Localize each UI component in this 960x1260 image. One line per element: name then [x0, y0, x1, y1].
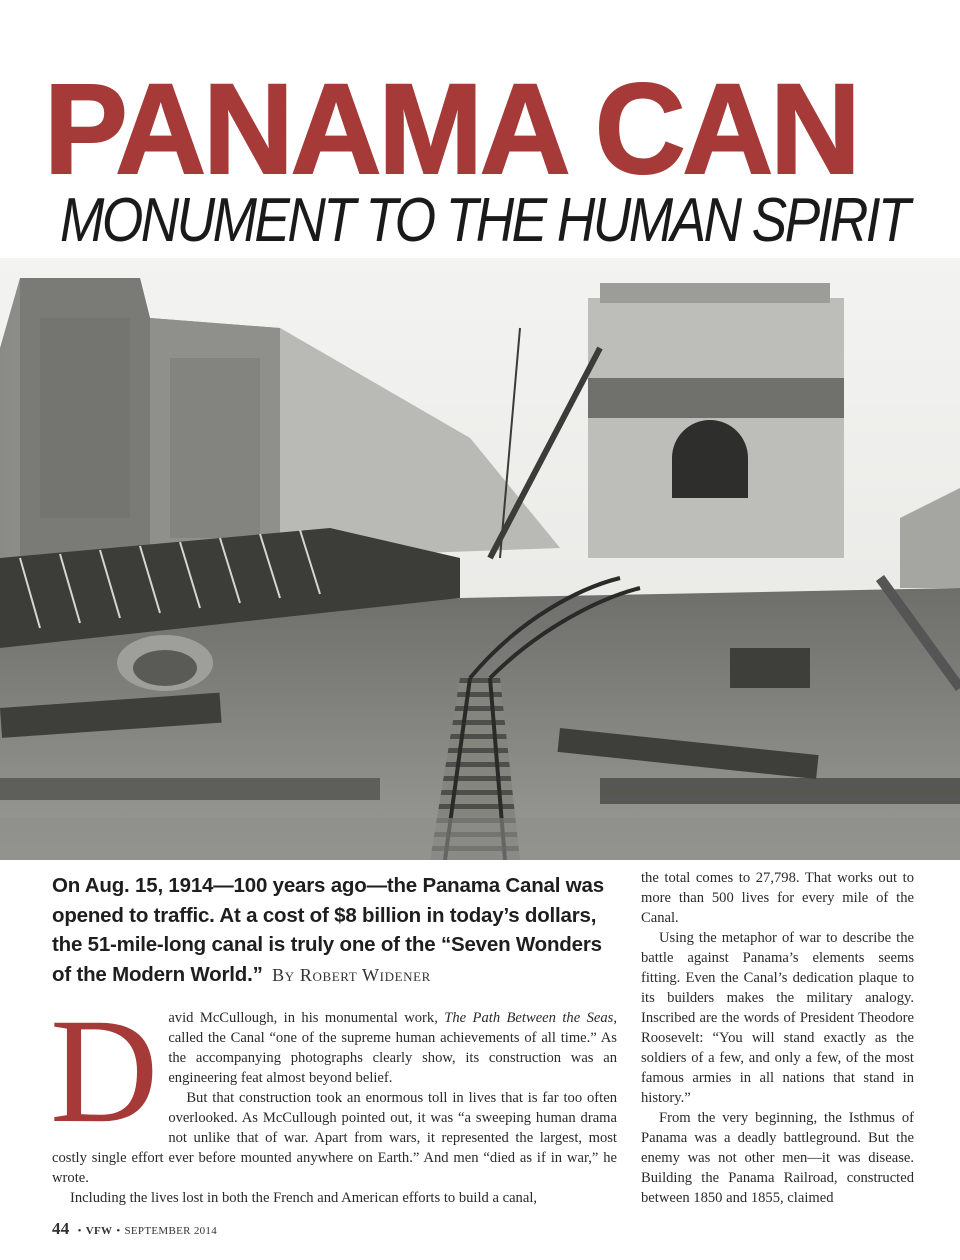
headline-subtitle: MONUMENT TO THE HUMAN SPIRIT [60, 186, 909, 255]
magazine-name: VFW [85, 1225, 113, 1237]
col2-paragraph-3: From the very beginning, the Isthmus of Panama was a deadly battleground. But the enemy was not other men—it was disease. Building the Panama Railroad, constructed between 1850 and 1855, claimed [641, 1110, 914, 1206]
p1-text-end: called the Canal “one of the supreme human achievements of all time.” As the accompanying photographs clearly show, its construction was an engineering feat almost beyond belief. [168, 1030, 617, 1086]
issue-date: SEPTEMBER 2014 [124, 1225, 218, 1237]
footer-bullet: • [116, 1225, 121, 1237]
article-column-2 [641, 868, 914, 1208]
col2-paragraph-1: the total comes to 27,798. That works out to more than 500 lives for every mile of the Canal. [641, 870, 914, 926]
deck-text: On Aug. 15, 1914—100 years ago—the Panama Canal was opened to traffic. At a cost of $8 billion in today’s dollars, the 51-mile-long canal is truly one of the “Seven Wonders of the Modern World.” [52, 874, 604, 986]
paragraph-3: Including the lives lost in both the French and American efforts to build a canal, [70, 1190, 538, 1206]
book-title: The Path Between the Seas, [444, 1010, 617, 1026]
byline: By Robert Widener [272, 964, 431, 985]
paragraph-2: But that construction took an enormous toll in lives that is far too often overlooked. As McCullough pointed out, it was “a sweeping human drama not unlike that of war. Apart from wars, it represented the largest, most costly single effort ever before mounted anywhere on Earth.” And men “died as if in war,” he wrote. [52, 1090, 617, 1186]
page-footer [52, 1219, 217, 1239]
drop-cap: D [50, 988, 159, 1154]
headline-title: PANAMA CAN [44, 58, 858, 201]
canal-construction-photo [0, 258, 960, 860]
footer-bullet: • [77, 1225, 82, 1237]
col2-paragraph-2: Using the metaphor of war to describe the battle against Panama’s elements seems fitting. Even the Canal’s dedication plaque to its builders makes the military analogy. Inscribed are the words of President Theodore Roosevelt: “You will stand exactly as the soldiers of a few, and only a few, of the most famous armies in all nations that stand in history.” [641, 930, 914, 1106]
p1-text-start: avid McCullough, in his monumental work, [168, 1010, 445, 1026]
article-deck [52, 871, 617, 990]
article-column-1 [50, 988, 617, 1208]
page-number: 44 [52, 1219, 70, 1238]
